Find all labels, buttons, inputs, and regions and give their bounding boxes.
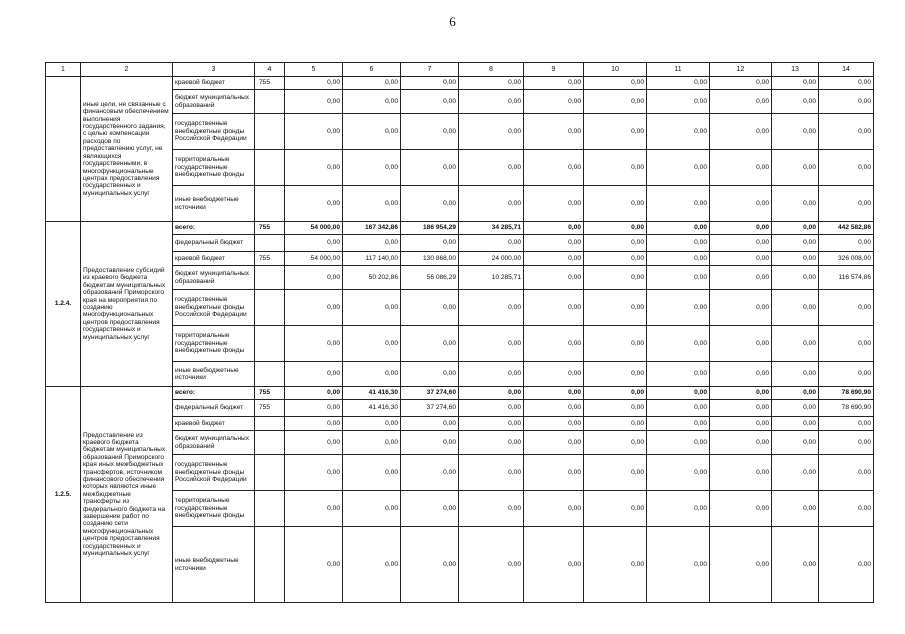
amount-cell: 0,00: [710, 455, 772, 491]
amount-cell: 0,00: [524, 150, 584, 186]
amount-cell: 0,00: [285, 235, 343, 252]
item-code: [46, 77, 81, 222]
funding-source: иные внебюджетные источники: [173, 527, 255, 603]
column-header: 12: [710, 63, 772, 77]
amount-cell: 0,00: [584, 150, 647, 186]
amount-cell: 0,00: [584, 527, 647, 603]
amount-cell: 41 416,30: [343, 387, 401, 400]
amount-cell: 186 954,29: [401, 222, 459, 235]
amount-cell: 0,00: [584, 266, 647, 290]
amount-cell: 0,00: [647, 266, 710, 290]
amount-cell: 0,00: [459, 326, 524, 362]
amount-cell: 0,00: [710, 252, 772, 266]
amount-cell: 0,00: [401, 431, 459, 455]
amount-cell: 0,00: [710, 114, 772, 150]
amount-cell: 10 285,71: [459, 266, 524, 290]
amount-cell: 0,00: [584, 222, 647, 235]
amount-cell: 0,00: [584, 114, 647, 150]
funding-source: территориальные государственные внебюджетные фонды: [173, 326, 255, 362]
amount-cell: 0,00: [710, 266, 772, 290]
amount-cell: 0,00: [459, 527, 524, 603]
amount-cell: 78 690,90: [819, 387, 874, 400]
table-body: [46, 77, 874, 603]
funding-source: всего:: [173, 222, 255, 235]
amount-cell: 0,00: [285, 290, 343, 326]
amount-cell: 0,00: [459, 455, 524, 491]
amount-cell: 0,00: [647, 417, 710, 431]
amount-cell: 0,00: [401, 290, 459, 326]
grbs-code: [255, 114, 285, 150]
funding-source: федеральный бюджет: [173, 235, 255, 252]
amount-cell: 54 000,00: [285, 222, 343, 235]
amount-cell: 0,00: [524, 527, 584, 603]
amount-cell: 0,00: [710, 417, 772, 431]
amount-cell: 0,00: [343, 235, 401, 252]
funding-source: территориальные государственные внебюджетные фонды: [173, 491, 255, 527]
item-description: Предоставление субсидий из краевого бюджета бюджетам муниципальных образований Приморского края на мероприятия по созданию многофункциональных центров предоставления государственных и муниципальных услуг: [81, 222, 173, 387]
amount-cell: 0,00: [459, 77, 524, 90]
column-header: 5: [285, 63, 343, 77]
amount-cell: 0,00: [401, 527, 459, 603]
amount-cell: 0,00: [647, 387, 710, 400]
amount-cell: 0,00: [647, 90, 710, 114]
amount-cell: 0,00: [772, 417, 819, 431]
amount-cell: 0,00: [584, 400, 647, 417]
amount-cell: 0,00: [343, 431, 401, 455]
column-header: 6: [343, 63, 401, 77]
amount-cell: 0,00: [772, 387, 819, 400]
amount-cell: 78 690,90: [819, 400, 874, 417]
amount-cell: 0,00: [819, 186, 874, 222]
grbs-code: [255, 326, 285, 362]
amount-cell: 0,00: [459, 186, 524, 222]
amount-cell: 56 086,29: [401, 266, 459, 290]
column-header: 9: [524, 63, 584, 77]
amount-cell: 0,00: [343, 186, 401, 222]
amount-cell: 167 342,86: [343, 222, 401, 235]
table-row: [46, 387, 874, 400]
amount-cell: 117 140,00: [343, 252, 401, 266]
amount-cell: 0,00: [647, 362, 710, 387]
amount-cell: 0,00: [710, 150, 772, 186]
amount-cell: 442 582,86: [819, 222, 874, 235]
amount-cell: 0,00: [647, 290, 710, 326]
amount-cell: 0,00: [343, 290, 401, 326]
amount-cell: 0,00: [401, 235, 459, 252]
grbs-code: [255, 527, 285, 603]
amount-cell: 0,00: [710, 77, 772, 90]
grbs-code: [255, 90, 285, 114]
amount-cell: 0,00: [401, 417, 459, 431]
grbs-code: [255, 235, 285, 252]
amount-cell: 0,00: [584, 186, 647, 222]
amount-cell: 0,00: [459, 290, 524, 326]
amount-cell: 0,00: [401, 362, 459, 387]
amount-cell: 0,00: [285, 362, 343, 387]
amount-cell: 0,00: [524, 387, 584, 400]
funding-source: федеральный бюджет: [173, 400, 255, 417]
amount-cell: 0,00: [584, 431, 647, 455]
amount-cell: 0,00: [772, 186, 819, 222]
grbs-code: 755: [255, 387, 285, 400]
funding-source: территориальные государственные внебюджетные фонды: [173, 150, 255, 186]
amount-cell: 0,00: [772, 326, 819, 362]
amount-cell: 0,00: [524, 417, 584, 431]
amount-cell: 0,00: [584, 417, 647, 431]
amount-cell: 0,00: [819, 77, 874, 90]
item-code: 1.2.4.: [46, 222, 81, 387]
amount-cell: 0,00: [343, 90, 401, 114]
amount-cell: 0,00: [710, 431, 772, 455]
grbs-code: [255, 266, 285, 290]
amount-cell: 0,00: [524, 222, 584, 235]
amount-cell: 0,00: [819, 527, 874, 603]
amount-cell: 0,00: [343, 417, 401, 431]
amount-cell: 0,00: [343, 362, 401, 387]
amount-cell: 0,00: [343, 455, 401, 491]
amount-cell: 0,00: [772, 266, 819, 290]
amount-cell: 0,00: [819, 90, 874, 114]
amount-cell: 0,00: [285, 114, 343, 150]
grbs-code: [255, 455, 285, 491]
amount-cell: 0,00: [772, 527, 819, 603]
grbs-code: [255, 362, 285, 387]
amount-cell: 0,00: [647, 400, 710, 417]
column-header: 10: [584, 63, 647, 77]
amount-cell: 0,00: [401, 326, 459, 362]
amount-cell: 0,00: [401, 186, 459, 222]
amount-cell: 0,00: [710, 527, 772, 603]
amount-cell: 0,00: [772, 150, 819, 186]
grbs-code: [255, 417, 285, 431]
grbs-code: 755: [255, 222, 285, 235]
column-header: 1: [46, 63, 81, 77]
amount-cell: 0,00: [285, 186, 343, 222]
amount-cell: 54 000,00: [285, 252, 343, 266]
grbs-code: [255, 150, 285, 186]
amount-cell: 34 285,71: [459, 222, 524, 235]
amount-cell: 0,00: [819, 491, 874, 527]
amount-cell: 0,00: [459, 400, 524, 417]
amount-cell: 116 574,86: [819, 266, 874, 290]
amount-cell: 0,00: [584, 290, 647, 326]
amount-cell: 0,00: [285, 77, 343, 90]
amount-cell: 0,00: [772, 400, 819, 417]
amount-cell: 0,00: [459, 417, 524, 431]
amount-cell: 0,00: [524, 431, 584, 455]
amount-cell: 0,00: [285, 417, 343, 431]
column-header: 2: [81, 63, 173, 77]
amount-cell: 0,00: [819, 290, 874, 326]
amount-cell: 0,00: [819, 235, 874, 252]
amount-cell: 0,00: [819, 114, 874, 150]
funding-source: иные внебюджетные источники: [173, 186, 255, 222]
amount-cell: 0,00: [819, 417, 874, 431]
amount-cell: 0,00: [710, 90, 772, 114]
amount-cell: 0,00: [285, 266, 343, 290]
amount-cell: 0,00: [401, 90, 459, 114]
amount-cell: 0,00: [819, 150, 874, 186]
amount-cell: 0,00: [285, 400, 343, 417]
column-header: 4: [255, 63, 285, 77]
amount-cell: 24 000,00: [459, 252, 524, 266]
amount-cell: 41 416,30: [343, 400, 401, 417]
amount-cell: 0,00: [459, 150, 524, 186]
amount-cell: 0,00: [524, 290, 584, 326]
amount-cell: 0,00: [584, 252, 647, 266]
amount-cell: 0,00: [647, 491, 710, 527]
column-header: 11: [647, 63, 710, 77]
amount-cell: 0,00: [584, 455, 647, 491]
column-header: 8: [459, 63, 524, 77]
amount-cell: 0,00: [401, 491, 459, 527]
amount-cell: 0,00: [772, 90, 819, 114]
amount-cell: 0,00: [647, 222, 710, 235]
amount-cell: 0,00: [647, 252, 710, 266]
amount-cell: 0,00: [584, 235, 647, 252]
amount-cell: 0,00: [343, 491, 401, 527]
column-header: 14: [819, 63, 874, 77]
amount-cell: 0,00: [524, 77, 584, 90]
amount-cell: 0,00: [772, 431, 819, 455]
amount-cell: 0,00: [584, 362, 647, 387]
amount-cell: 0,00: [647, 186, 710, 222]
amount-cell: 0,00: [772, 235, 819, 252]
amount-cell: 0,00: [524, 326, 584, 362]
funding-source: краевой бюджет: [173, 252, 255, 266]
item-code: 1.2.5.: [46, 387, 81, 603]
amount-cell: 0,00: [524, 455, 584, 491]
amount-cell: 0,00: [459, 90, 524, 114]
amount-cell: 326 008,00: [819, 252, 874, 266]
amount-cell: 0,00: [584, 326, 647, 362]
funding-source: всего:: [173, 387, 255, 400]
grbs-code: [255, 431, 285, 455]
amount-cell: 0,00: [772, 455, 819, 491]
amount-cell: 0,00: [401, 77, 459, 90]
amount-cell: 0,00: [459, 114, 524, 150]
funding-source: государственные внебюджетные фонды Российской Федерации: [173, 290, 255, 326]
amount-cell: 0,00: [710, 222, 772, 235]
amount-cell: 0,00: [343, 326, 401, 362]
column-header: 13: [772, 63, 819, 77]
amount-cell: 0,00: [584, 491, 647, 527]
amount-cell: 0,00: [647, 455, 710, 491]
amount-cell: 0,00: [401, 455, 459, 491]
amount-cell: 0,00: [343, 150, 401, 186]
amount-cell: 0,00: [647, 235, 710, 252]
header-row: [46, 63, 874, 77]
amount-cell: 0,00: [772, 491, 819, 527]
amount-cell: 0,00: [819, 431, 874, 455]
amount-cell: 0,00: [710, 387, 772, 400]
amount-cell: 0,00: [285, 455, 343, 491]
grbs-code: 755: [255, 252, 285, 266]
grbs-code: 755: [255, 77, 285, 90]
amount-cell: 0,00: [343, 114, 401, 150]
page-number: 6: [449, 14, 456, 29]
funding-source: иные внебюджетные источники: [173, 362, 255, 387]
column-header: 7: [401, 63, 459, 77]
amount-cell: 0,00: [710, 400, 772, 417]
amount-cell: 0,00: [647, 431, 710, 455]
funding-source: краевой бюджет: [173, 77, 255, 90]
amount-cell: 0,00: [459, 235, 524, 252]
amount-cell: 0,00: [524, 362, 584, 387]
amount-cell: 37 274,60: [401, 400, 459, 417]
amount-cell: 0,00: [819, 326, 874, 362]
amount-cell: 0,00: [524, 252, 584, 266]
table-row: [46, 77, 874, 90]
amount-cell: 0,00: [710, 290, 772, 326]
amount-cell: 0,00: [647, 150, 710, 186]
amount-cell: 0,00: [285, 387, 343, 400]
amount-cell: 0,00: [710, 326, 772, 362]
funding-source: краевой бюджет: [173, 417, 255, 431]
amount-cell: 0,00: [285, 150, 343, 186]
amount-cell: 0,00: [772, 77, 819, 90]
amount-cell: 0,00: [285, 527, 343, 603]
table-row: [46, 222, 874, 235]
amount-cell: 0,00: [285, 90, 343, 114]
column-header: 3: [173, 63, 255, 77]
amount-cell: 0,00: [710, 186, 772, 222]
amount-cell: 130 868,00: [401, 252, 459, 266]
amount-cell: 0,00: [772, 290, 819, 326]
amount-cell: 0,00: [459, 387, 524, 400]
amount-cell: 0,00: [285, 431, 343, 455]
funding-source: бюджет муниципальных образований: [173, 90, 255, 114]
amount-cell: 0,00: [343, 77, 401, 90]
amount-cell: 50 202,86: [343, 266, 401, 290]
amount-cell: 37 274,60: [401, 387, 459, 400]
funding-source: бюджет муниципальных образований: [173, 266, 255, 290]
amount-cell: 0,00: [772, 252, 819, 266]
amount-cell: 0,00: [524, 400, 584, 417]
amount-cell: 0,00: [710, 235, 772, 252]
amount-cell: 0,00: [459, 362, 524, 387]
amount-cell: 0,00: [459, 431, 524, 455]
funding-source: бюджет муниципальных образований: [173, 431, 255, 455]
grbs-code: 755: [255, 400, 285, 417]
amount-cell: 0,00: [647, 77, 710, 90]
amount-cell: 0,00: [343, 527, 401, 603]
amount-cell: 0,00: [524, 235, 584, 252]
amount-cell: 0,00: [710, 362, 772, 387]
item-description: иные цели, не связанные с финансовым обеспечением выполнения государственного задания, с целью компенсации расходов по предоставлению услуг, не являющихся государственными, в многофункциональные центрах предоставления государственных и муниципальных услуг: [81, 77, 173, 222]
amount-cell: 0,00: [584, 90, 647, 114]
amount-cell: 0,00: [772, 114, 819, 150]
amount-cell: 0,00: [772, 222, 819, 235]
amount-cell: 0,00: [524, 491, 584, 527]
funding-source: государственные внебюджетные фонды Российской Федерации: [173, 455, 255, 491]
amount-cell: 0,00: [401, 150, 459, 186]
amount-cell: 0,00: [647, 527, 710, 603]
grbs-code: [255, 186, 285, 222]
amount-cell: 0,00: [584, 77, 647, 90]
amount-cell: 0,00: [524, 114, 584, 150]
amount-cell: 0,00: [819, 362, 874, 387]
amount-cell: 0,00: [459, 491, 524, 527]
amount-cell: 0,00: [401, 114, 459, 150]
amount-cell: 0,00: [819, 455, 874, 491]
amount-cell: 0,00: [524, 266, 584, 290]
grbs-code: [255, 290, 285, 326]
amount-cell: 0,00: [524, 90, 584, 114]
amount-cell: 0,00: [647, 326, 710, 362]
amount-cell: 0,00: [710, 491, 772, 527]
grbs-code: [255, 491, 285, 527]
amount-cell: 0,00: [584, 387, 647, 400]
amount-cell: 0,00: [524, 186, 584, 222]
amount-cell: 0,00: [285, 326, 343, 362]
funding-source: государственные внебюджетные фонды Российской Федерации: [173, 114, 255, 150]
amount-cell: 0,00: [772, 362, 819, 387]
item-description: Предоставление из краевого бюджета бюджетам муниципальных образований Приморского края иных межбюджетных трансфертов, источником финансового обеспечения которых являются иные межбюджетные трансферты из федерального бюджета на завершение работ по созданию сети многофункциональных центров предоставления государственных и муниципальных услуг: [81, 387, 173, 603]
amount-cell: 0,00: [647, 114, 710, 150]
budget-table: [45, 62, 874, 603]
amount-cell: 0,00: [285, 491, 343, 527]
